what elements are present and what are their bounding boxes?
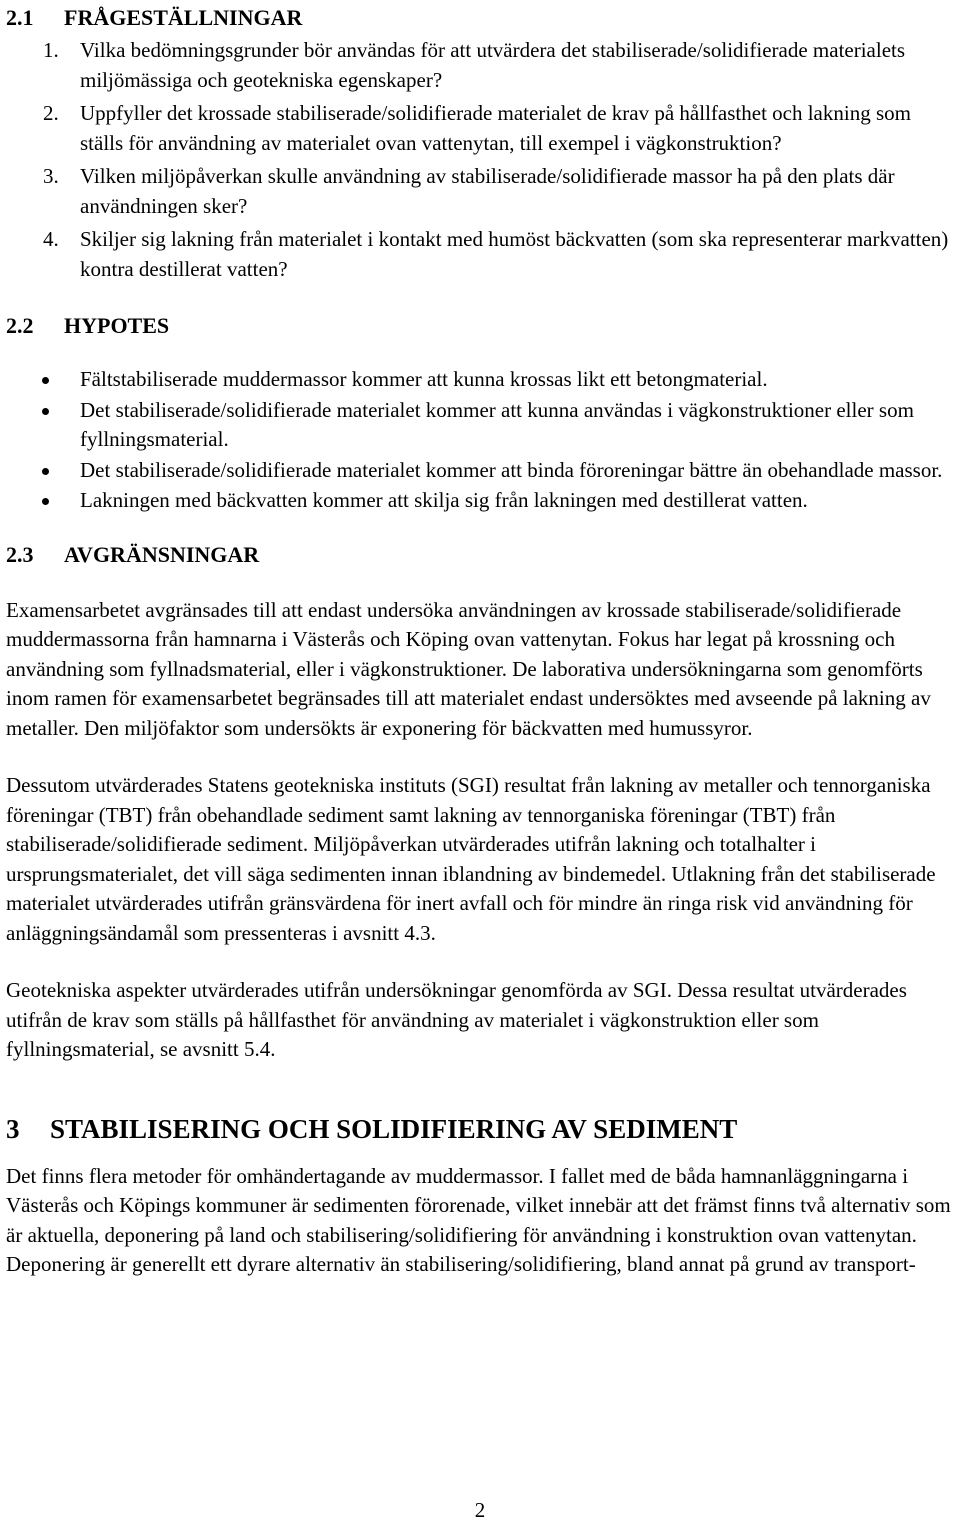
heading-number: 2.1 [6,5,34,30]
heading-2-3 [6,540,956,570]
heading-title: STABILISERING OCH SOLIDIFIERING AV SEDIMENT [50,1113,738,1144]
list-item [6,486,956,516]
paragraph: Dessutom utvärderades Statens geotekniska instituts (SGI) resultat från lakning av metaller och tennorganiska föreningar (TBT) från obehandlade sediment samt lakning av tennorganiska föreningar (TBT) från stabiliserade/solidifierade sediment. Miljöpåverkan utvärderades utifrån lakning och totalhalter i ursprungsmaterialet, det vill säga sedimenten innan iblandning av bindemedel. Utlakning från det stabiliserade materialet utvärderades utifrån gränsvärdena för inert avfall och för mindre än ringa risk vid användning för anläggningsändamål som pressenteras i avsnitt 4.3. [6,773,936,945]
list-item [6,99,956,158]
bullet-text: Det stabiliserade/solidifierade materialet kommer att binda föroreningar bättre än obehandlade massor. [80,457,943,482]
document-page [6,0,956,1280]
heading-3 [6,1112,956,1146]
heading-number: 3 [6,1113,20,1144]
bullet-text: Fältstabiliserade muddermassor kommer att kunna krossas likt ett betongmaterial. [80,367,768,391]
heading-number: 2.3 [6,541,34,567]
question-text: Uppfyller det krossade stabiliserade/solidifierade materialet de krav på hållfasthet och lakning som ställs för användning av materialet ovan vattenytan, till exempel i vägkonstruktion? [80,101,911,155]
list-item [6,365,956,395]
question-number: 4. [43,227,59,251]
question-text: Vilken miljöpåverkan skulle användning av stabiliserade/solidifierade massor ha på den plats där användningen sker? [80,164,895,218]
bullet-icon [42,498,49,505]
list-item [6,36,956,95]
question-text: Skiljer sig lakning från materialet i kontakt med humöst bäckvatten (som ska representerar markvatten) kontra destillerat vatten? [80,227,949,281]
bullet-icon [42,408,49,415]
heading-2-2 [6,311,956,341]
hypothesis-list [6,365,956,516]
list-item [6,162,956,221]
bullet-text: Det stabiliserade/solidifierade materialet kommer att kunna användas i vägkonstruktioner eller som fyllningsmaterial. [80,397,914,451]
bullet-icon [42,377,49,384]
question-number: 2. [43,101,59,125]
heading-title: HYPOTES [64,313,170,338]
list-item [6,225,956,284]
heading-2-1 [6,3,956,33]
paragraph: Examensarbetet avgränsades till att endast undersöka användningen av krossade stabiliserade/solidifierade muddermassorna från hamnarna i Västerås och Köping ovan vattenytan. Fokus har legat på krossning och användning som fyllnadsmaterial, eller i vägkonstruktioner. De laborativa undersökningarna som genomförts inom ramen för examensarbetet begränsades till att materialet endast undersöktes med avseende på lakning av metaller. Den miljöfaktor som undersökts är exponering för bäckvatten med humussyror. [6,597,931,740]
list-item [6,396,956,455]
page-number: 2 [474,1498,486,1522]
question-list [6,36,956,284]
list-item [6,456,956,486]
bullet-text: Lakningen med bäckvatten kommer att skilja sig från lakningen med destillerat vatten. [80,488,808,512]
paragraph: Geotekniska aspekter utvärderades utifrån undersökningar genomförda av SGI. Dessa resultat utvärderades utifrån de krav som ställs på hållfasthet för användning av materialet i vägkonstruktion eller som fyllningsmaterial, se avsnitt 5.4. [6,978,907,1061]
heading-title: FRÅGESTÄLLNINGAR [64,5,303,30]
bullet-icon [42,468,49,475]
question-number: 3. [43,164,59,188]
question-number: 1. [43,38,59,62]
heading-title: AVGRÄNSNINGAR [64,541,260,567]
question-text: Vilka bedömningsgrunder bör användas för att utvärdera det stabiliserade/solidifierade materialets miljömässiga och geotekniska egenskaper? [80,38,906,92]
heading-number: 2.2 [6,313,34,338]
paragraph: Det finns flera metoder för omhändertagande av muddermassor. I fallet med de båda hamnanläggningarna i Västerås och Köpings kommuner är sedimenten förorenade, vilket innebär att det främst finns två alternativ som är aktuella, deponering på land och stabilisering/solidifiering för användning i konstruktion ovan vattenytan. Deponering är generellt ett dyrare alternativ än stabilisering/solidifiering, bland annat på grund av transport- [6,1163,951,1276]
